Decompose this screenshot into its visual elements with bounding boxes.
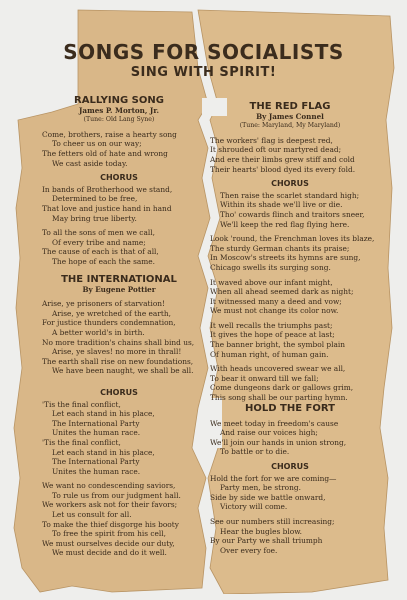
song-author: James P. Morton, Jr. [79,105,159,115]
verse-line: Chicago swells its surging song. [210,262,331,272]
song-title: RALLYING SONG [74,95,164,106]
chorus-line: Then raise the scarlet standard high; [220,190,360,200]
verse-line: And ere their limbs grew stiff and cold [210,154,355,164]
chorus-line: Unites the human race. [52,466,141,476]
verse-line: It witnessed many a deed and vow; [210,296,342,306]
verse-line: This song shall be our parting hymn. [210,393,348,403]
verse-line: To free the spirit from his cell, [52,529,167,539]
verse-line: It gives the hope of peace at last; [210,330,335,340]
song-title: HOLD THE FORT [245,403,335,414]
verse-line: No more tradition's chains shall bind us, [42,337,195,347]
chorus-line: The hope of each the same. [52,256,156,266]
chorus-label: CHORUS [100,387,138,397]
verse-line: Arise, ye slaves! no more in thrall! [52,347,182,357]
verse-line: And raise our voices high; [220,428,318,438]
chorus-line: Hold the fort for we are coming— [210,473,337,483]
verse-line: To bear it onward till we fall; [210,373,319,383]
verse-line: We have been naught, we shall be all. [52,366,194,376]
chorus-line: The cause of each is that of all, [42,247,159,257]
verse-line: It shrouded oft our martyred dead; [210,145,342,155]
verse-line: By our Party we shall triumph [210,536,323,546]
chorus-line: Determined to be free, [52,194,138,204]
verse-line: To make the thief disgorge his booty [42,519,179,529]
chorus-line: Let each stand in his place, [52,409,155,419]
verse-line: The sturdy German chants its praise; [210,243,350,253]
verse-line: Let us consult for all. [52,510,132,520]
verse-line: We must decide and do it well. [52,548,167,558]
chorus-line: 'Tis the final conflict, [42,437,121,447]
verse-line: Arise, ye prisoners of starvation! [42,299,166,309]
chorus-line: Victory will come. [220,502,288,512]
the-international [42,275,196,558]
verse-line: Of human right, of human gain. [210,349,329,359]
song-title: THE INTERNATIONAL [61,274,177,285]
chorus-line: The International Party [52,457,140,467]
verse-line: To battle or to die. [220,447,290,457]
chorus-line: Let each stand in his place, [52,447,155,457]
song-tune: (Tune: Old Lang Syne) [83,116,155,124]
verse-line: We must ourselves decide our duty, [42,538,175,548]
verse-line: Look 'round, the Frenchman loves its blaze, [210,234,375,244]
chorus-label: CHORUS [271,461,309,471]
chorus-line: Tho' cowards flinch and traitors sneer, [220,209,365,219]
verse-line: We want no condescending saviors, [42,481,176,491]
verse-line: We'll join our hands in union strong, [210,437,347,447]
chorus-line: Unites the human race. [52,428,141,438]
verse-line: Come, brothers, raise a hearty song [42,129,177,139]
verse-line: Over every foe. [220,545,278,555]
verse-line: Arise, ye wretched of the earth, [52,308,171,318]
song-author: By Eugene Pottier [82,284,156,294]
verse-line: For justice thunders condemnation, [42,318,176,328]
chorus-line: Of every tribe and name; [52,237,146,247]
hold-the-fort [210,404,370,555]
verse-line: A better world's in birth. [52,327,145,337]
verse-line: We workers ask not for their favors; [42,500,178,510]
verse-line: The banner bright, the symbol plain [210,340,346,350]
verse-line: When all ahead seemed dark as night; [210,287,354,297]
chorus-line: Party men, be strong. [220,483,301,493]
verse-line: The earth shall rise on new foundations, [42,356,194,366]
song-tune: (Tune: Maryland, My Maryland) [239,122,341,130]
verse-line: Come dungeons dark or gallows grim, [210,383,354,393]
verse-line: To rule us from our judgment hall. [52,490,181,500]
verse-line: We must not change its color now. [210,306,339,316]
verse-line: We meet today in freedom's cause [210,418,339,428]
verse-line: We cast aside today. [52,158,128,168]
chorus-line: The International Party [52,418,140,428]
chorus-line: 'Tis the final conflict, [42,399,121,409]
chorus-line: Within its shade we'll live or die. [220,200,343,210]
chorus-line: That love and justice hand in hand [42,203,172,213]
chorus-label: CHORUS [100,173,138,183]
song-title: THE RED FLAG [249,101,331,112]
chorus-line: In bands of Brotherhood we stand, [42,184,173,194]
page-subtitle: SING WITH SPIRIT! [130,65,277,80]
verse-line: It waved above our infant might, [210,277,333,287]
verse-line: Hear the bugles blow. [220,526,303,536]
the-red-flag [210,101,375,403]
verse-line: To cheer us on our way; [52,139,142,149]
verse-line: With heads uncovered swear we all, [210,364,346,374]
chorus-line: Side by side we battle onward, [210,492,326,502]
chorus-line: We'll keep the red flag flying here. [220,219,350,229]
verse-line: See our numbers still increasing; [210,516,335,526]
verse-line: The workers' flag is deepest red, [210,135,333,145]
page-title: SONGS FOR SOCIALISTS [63,40,344,64]
verse-line: Their hearts' blood dyed its every fold. [210,164,356,174]
song-author: By James Connel [256,111,324,121]
verse-line: In Moscow's streets its hymns are sung, [210,253,361,263]
chorus-line: To all the sons of men we call, [42,228,155,238]
chorus-line: May bring true liberty. [52,213,137,223]
verse-line: It well recalls the triumphs past; [210,320,333,330]
chorus-label: CHORUS [271,179,309,189]
rallying-song [42,96,196,267]
verse-line: The fetters old of hate and wrong [42,148,168,158]
